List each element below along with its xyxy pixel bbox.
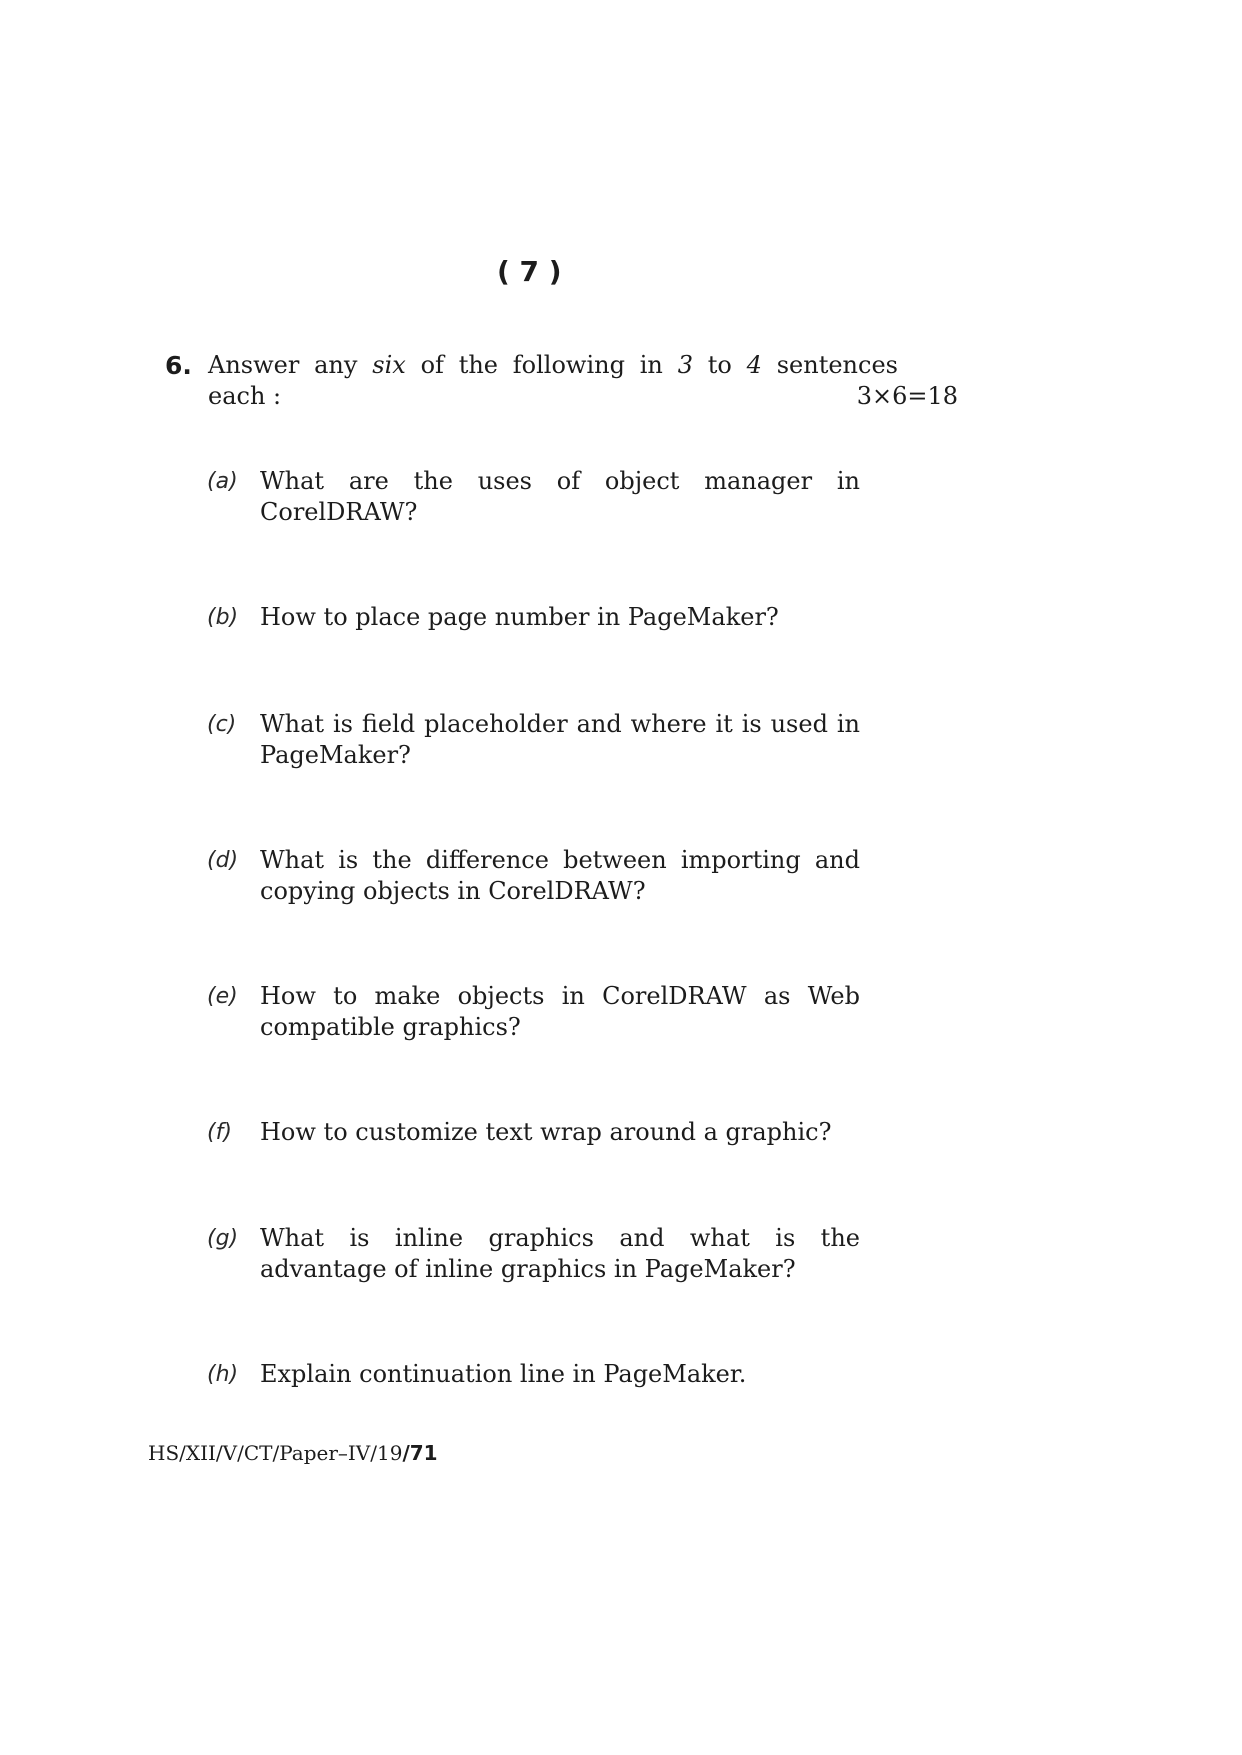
item-text: Explain continuation line in PageMaker. — [260, 1360, 747, 1388]
item-label: (g) — [207, 1226, 239, 1251]
instruction-four: 4 — [746, 351, 762, 379]
instruction-each: each : — [208, 382, 282, 410]
instruction-three: 3 — [677, 351, 693, 379]
paper-code: HS/XII/V/CT/Paper–IV/19 — [148, 1441, 403, 1465]
page-number: ( 7 ) — [497, 255, 562, 288]
item-label: (d) — [207, 848, 239, 873]
paper-code-bold: /71 — [402, 1441, 438, 1465]
item-label: (a) — [207, 469, 238, 494]
instruction-sentences: sentences — [776, 351, 898, 379]
instruction-six: six — [372, 351, 406, 379]
paper-code-footer — [148, 1441, 438, 1465]
item-text: How to place page number in PageMaker? — [260, 603, 779, 631]
item-label: (c) — [207, 712, 237, 737]
question-number: 6. — [165, 351, 192, 380]
question-instruction — [208, 350, 1026, 412]
instruction-part-1: Answer any — [208, 351, 358, 379]
item-text: How to customize text wrap around a graphic? — [260, 1118, 832, 1146]
item-text: How to make objects in CorelDRAW as Web compatible graphics? — [260, 982, 860, 1041]
marks-allocation: 3×6=18 — [856, 382, 958, 410]
item-label: (b) — [207, 605, 239, 630]
instruction-to: to — [707, 351, 732, 379]
item-label: (e) — [207, 984, 238, 1009]
item-label: (f) — [207, 1120, 232, 1145]
item-text: What is field placeholder and where it is used in PageMaker? — [260, 710, 860, 769]
item-text: What are the uses of object manager in CorelDRAW? — [260, 467, 860, 526]
item-text: What is inline graphics and what is the advantage of inline graphics in PageMaker? — [260, 1224, 860, 1283]
item-text: What is the difference between importing and copying objects in CorelDRAW? — [260, 846, 860, 905]
instruction-part-2: of the following in — [420, 351, 663, 379]
item-label: (h) — [207, 1362, 239, 1387]
